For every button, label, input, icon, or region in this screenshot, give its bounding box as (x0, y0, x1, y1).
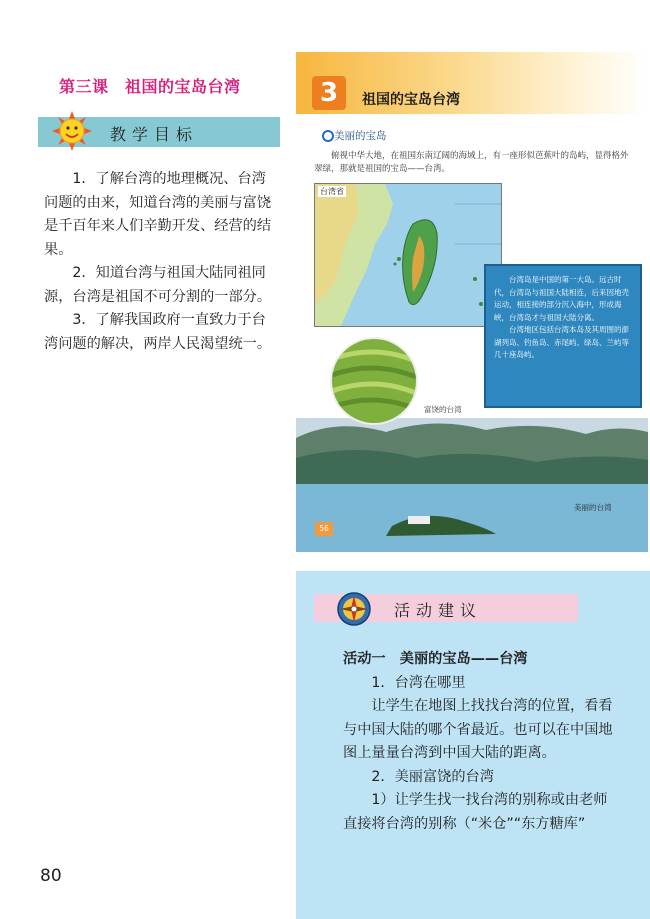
activity-heading: 活动一 美丽的宝岛——台湾 (343, 651, 528, 667)
textbook-section-title: 美丽的宝岛 (334, 130, 387, 142)
taiwan-map (314, 183, 502, 327)
activity-body (343, 648, 621, 836)
goal-item: 3．了解我国政府一直致力于台湾问题的解决，两岸人民渴望统一。 (44, 312, 272, 352)
activity-subheading: 2．美丽富饶的台湾 (371, 768, 494, 785)
info-paragraph: 台湾岛是中国的第一大岛。远古时代，台湾岛与祖国大陆相连，后来因地壳运动，相连接的部分沉入海中，形成海峡，台湾岛才与祖国大陆分离。 (494, 275, 629, 322)
lake-illustration (296, 418, 648, 552)
compass-icon (336, 591, 372, 627)
textbook-intro: 俯视中华大地，在祖国东南辽阔的海域上，有一座形似芭蕉叶的岛屿，显得格外翠绿，那就是祖国的宝岛——台湾。 (314, 151, 629, 174)
rice-terrace-photo (330, 337, 418, 425)
goal-item: 1．了解台湾的地理概况、台湾问题的由来，知道台湾的美丽与富饶是千百年来人们辛勤开发、经营的结果。 (44, 171, 272, 258)
activity-paragraph: 让学生在地图上找找台湾的位置，看看与中国大陆的哪个省最近。也可以在中国地图上量量台湾到中国大陆的距离。 (343, 698, 613, 761)
sun-icon (52, 111, 92, 151)
activity-paragraph: 1）让学生找一找台湾的别称或由老师直接将台湾的别称（“米仓”“东方糖库” (343, 792, 608, 832)
textbook-header (296, 52, 648, 114)
rice-illustration (332, 339, 416, 423)
textbook-title: 祖国的宝岛台湾 (362, 92, 460, 108)
goal-item: 2．知道台湾与祖国大陆同祖同源，台湾是祖国不可分割的一部分。 (44, 265, 272, 305)
textbook-page-number: 56 (315, 522, 333, 536)
caption-rice: 富饶的台湾 (424, 405, 462, 414)
textbook-page-image (296, 52, 648, 552)
teaching-goals-list (44, 168, 280, 356)
activity-banner-label: 活动建议 (394, 601, 483, 620)
circle-bullet-icon (322, 130, 334, 142)
lesson-title: 第三课 祖国的宝岛台湾 (59, 77, 241, 96)
map-illustration (315, 184, 501, 326)
page-number: 80 (40, 866, 62, 886)
activity-section (296, 571, 650, 919)
info-paragraph: 台湾地区包括台湾本岛及其周围的澎湖列岛、钓鱼岛、赤尾屿、绿岛、兰屿等几十座岛屿。 (494, 325, 629, 359)
info-box (484, 264, 642, 408)
teaching-goals-label: 教学目标 (110, 125, 199, 144)
map-label: 台湾省 (320, 187, 344, 196)
textbook-lesson-number: 3 (312, 76, 346, 110)
activity-subheading: 1．台湾在哪里 (371, 674, 466, 691)
caption-lake: 美丽的台湾 (574, 503, 612, 512)
lake-photo (296, 418, 648, 552)
